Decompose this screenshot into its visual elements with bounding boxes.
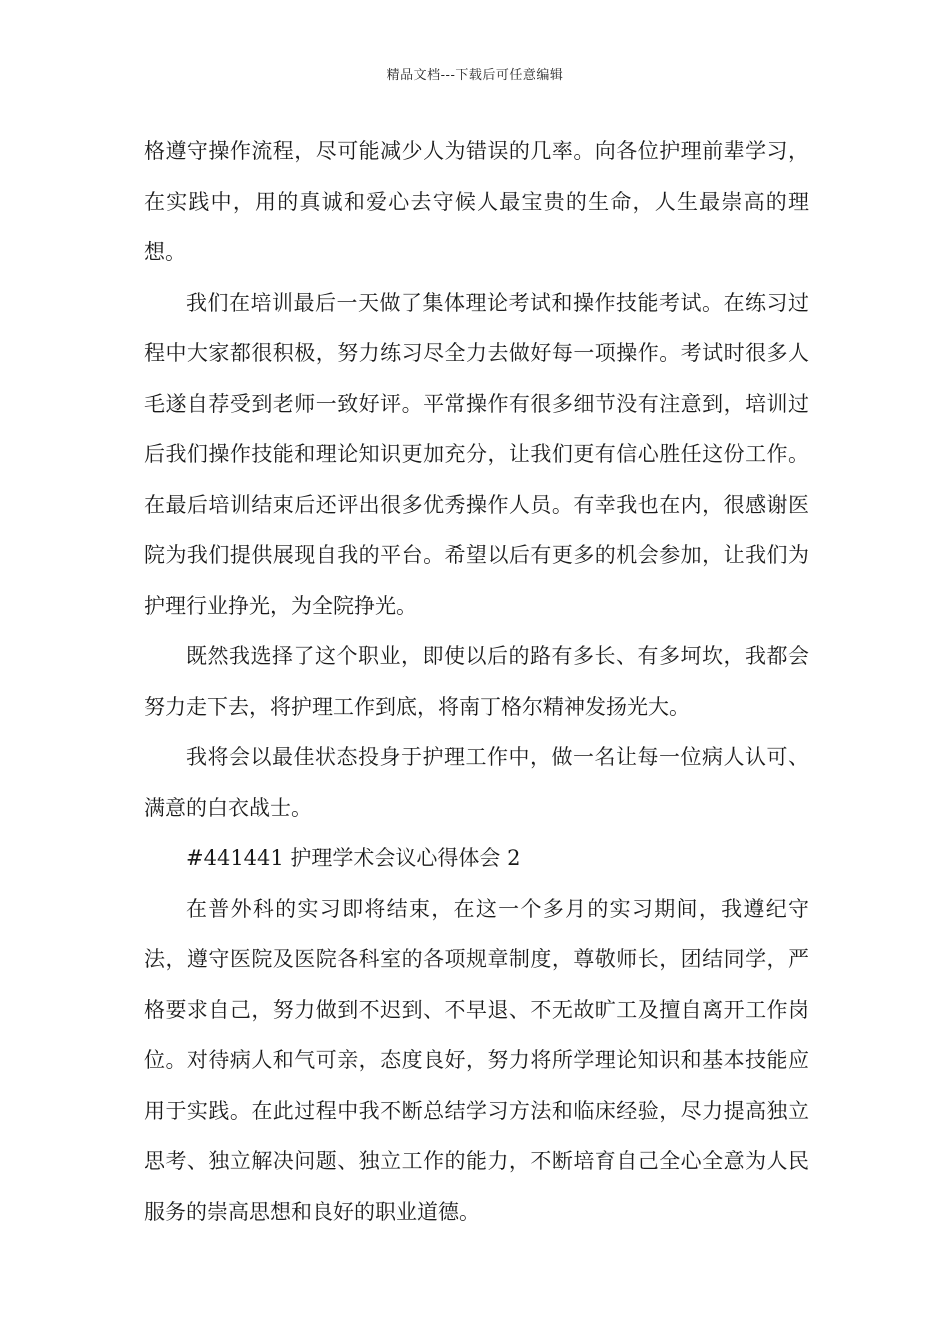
paragraph-5: 在普外科的实习即将结束，在这一个多月的实习期间，我遵纪守法，遵守医院及医院各科室的各项规章制度，尊敬师长，团结同学，严格要求自己，努力做到不迟到、不早退、不无故旷工及擅自离开工作岗位。对待病人和气可亲，态度良好，努力将所学理论知识和基本技能应用于实践。在此过程中我不断总结学习方法和临床经验，尽力提高独立思考、独立解决问题、独立工作的能力，不断培育自己全心全意为人民服务的崇高思想和良好的职业道德。 [144, 896, 809, 1224]
document-body [144, 126, 809, 1237]
page-header: 精品文档---下载后可任意编辑 [386, 68, 564, 83]
paragraph-1: 格遵守操作流程，尽可能减少人为错误的几率。向各位护理前辈学习，在实践中，用的真诚和爱心去守候人最宝贵的生命，人生最崇高的理想。 [144, 139, 809, 264]
paragraph-4: 我将会以最佳状态投身于护理工作中，做一名让每一位病人认可、满意的白衣战士。 [144, 745, 809, 820]
paragraph-3: 既然我选择了这个职业，即使以后的路有多长、有多坷坎，我都会努力走下去，将护理工作到底，将南丁格尔精神发扬光大。 [144, 644, 809, 719]
paragraph-2: 我们在培训最后一天做了集体理论考试和操作技能考试。在练习过程中大家都很积极，努力练习尽全力去做好每一项操作。考试时很多人毛遂自荐受到老师一致好评。平常操作有很多细节没有注意到，培训过后我们操作技能和理论知识更加充分，让我们更有信心胜任这份工作。在最后培训结束后还评出很多优秀操作人员。有幸我也在内，很感谢医院为我们提供展现自我的平台。希望以后有更多的机会参加，让我们为护理行业挣光，为全院挣光。 [144, 290, 809, 618]
section-heading: #441441 护理学术会议心得体会 2 [186, 846, 521, 870]
